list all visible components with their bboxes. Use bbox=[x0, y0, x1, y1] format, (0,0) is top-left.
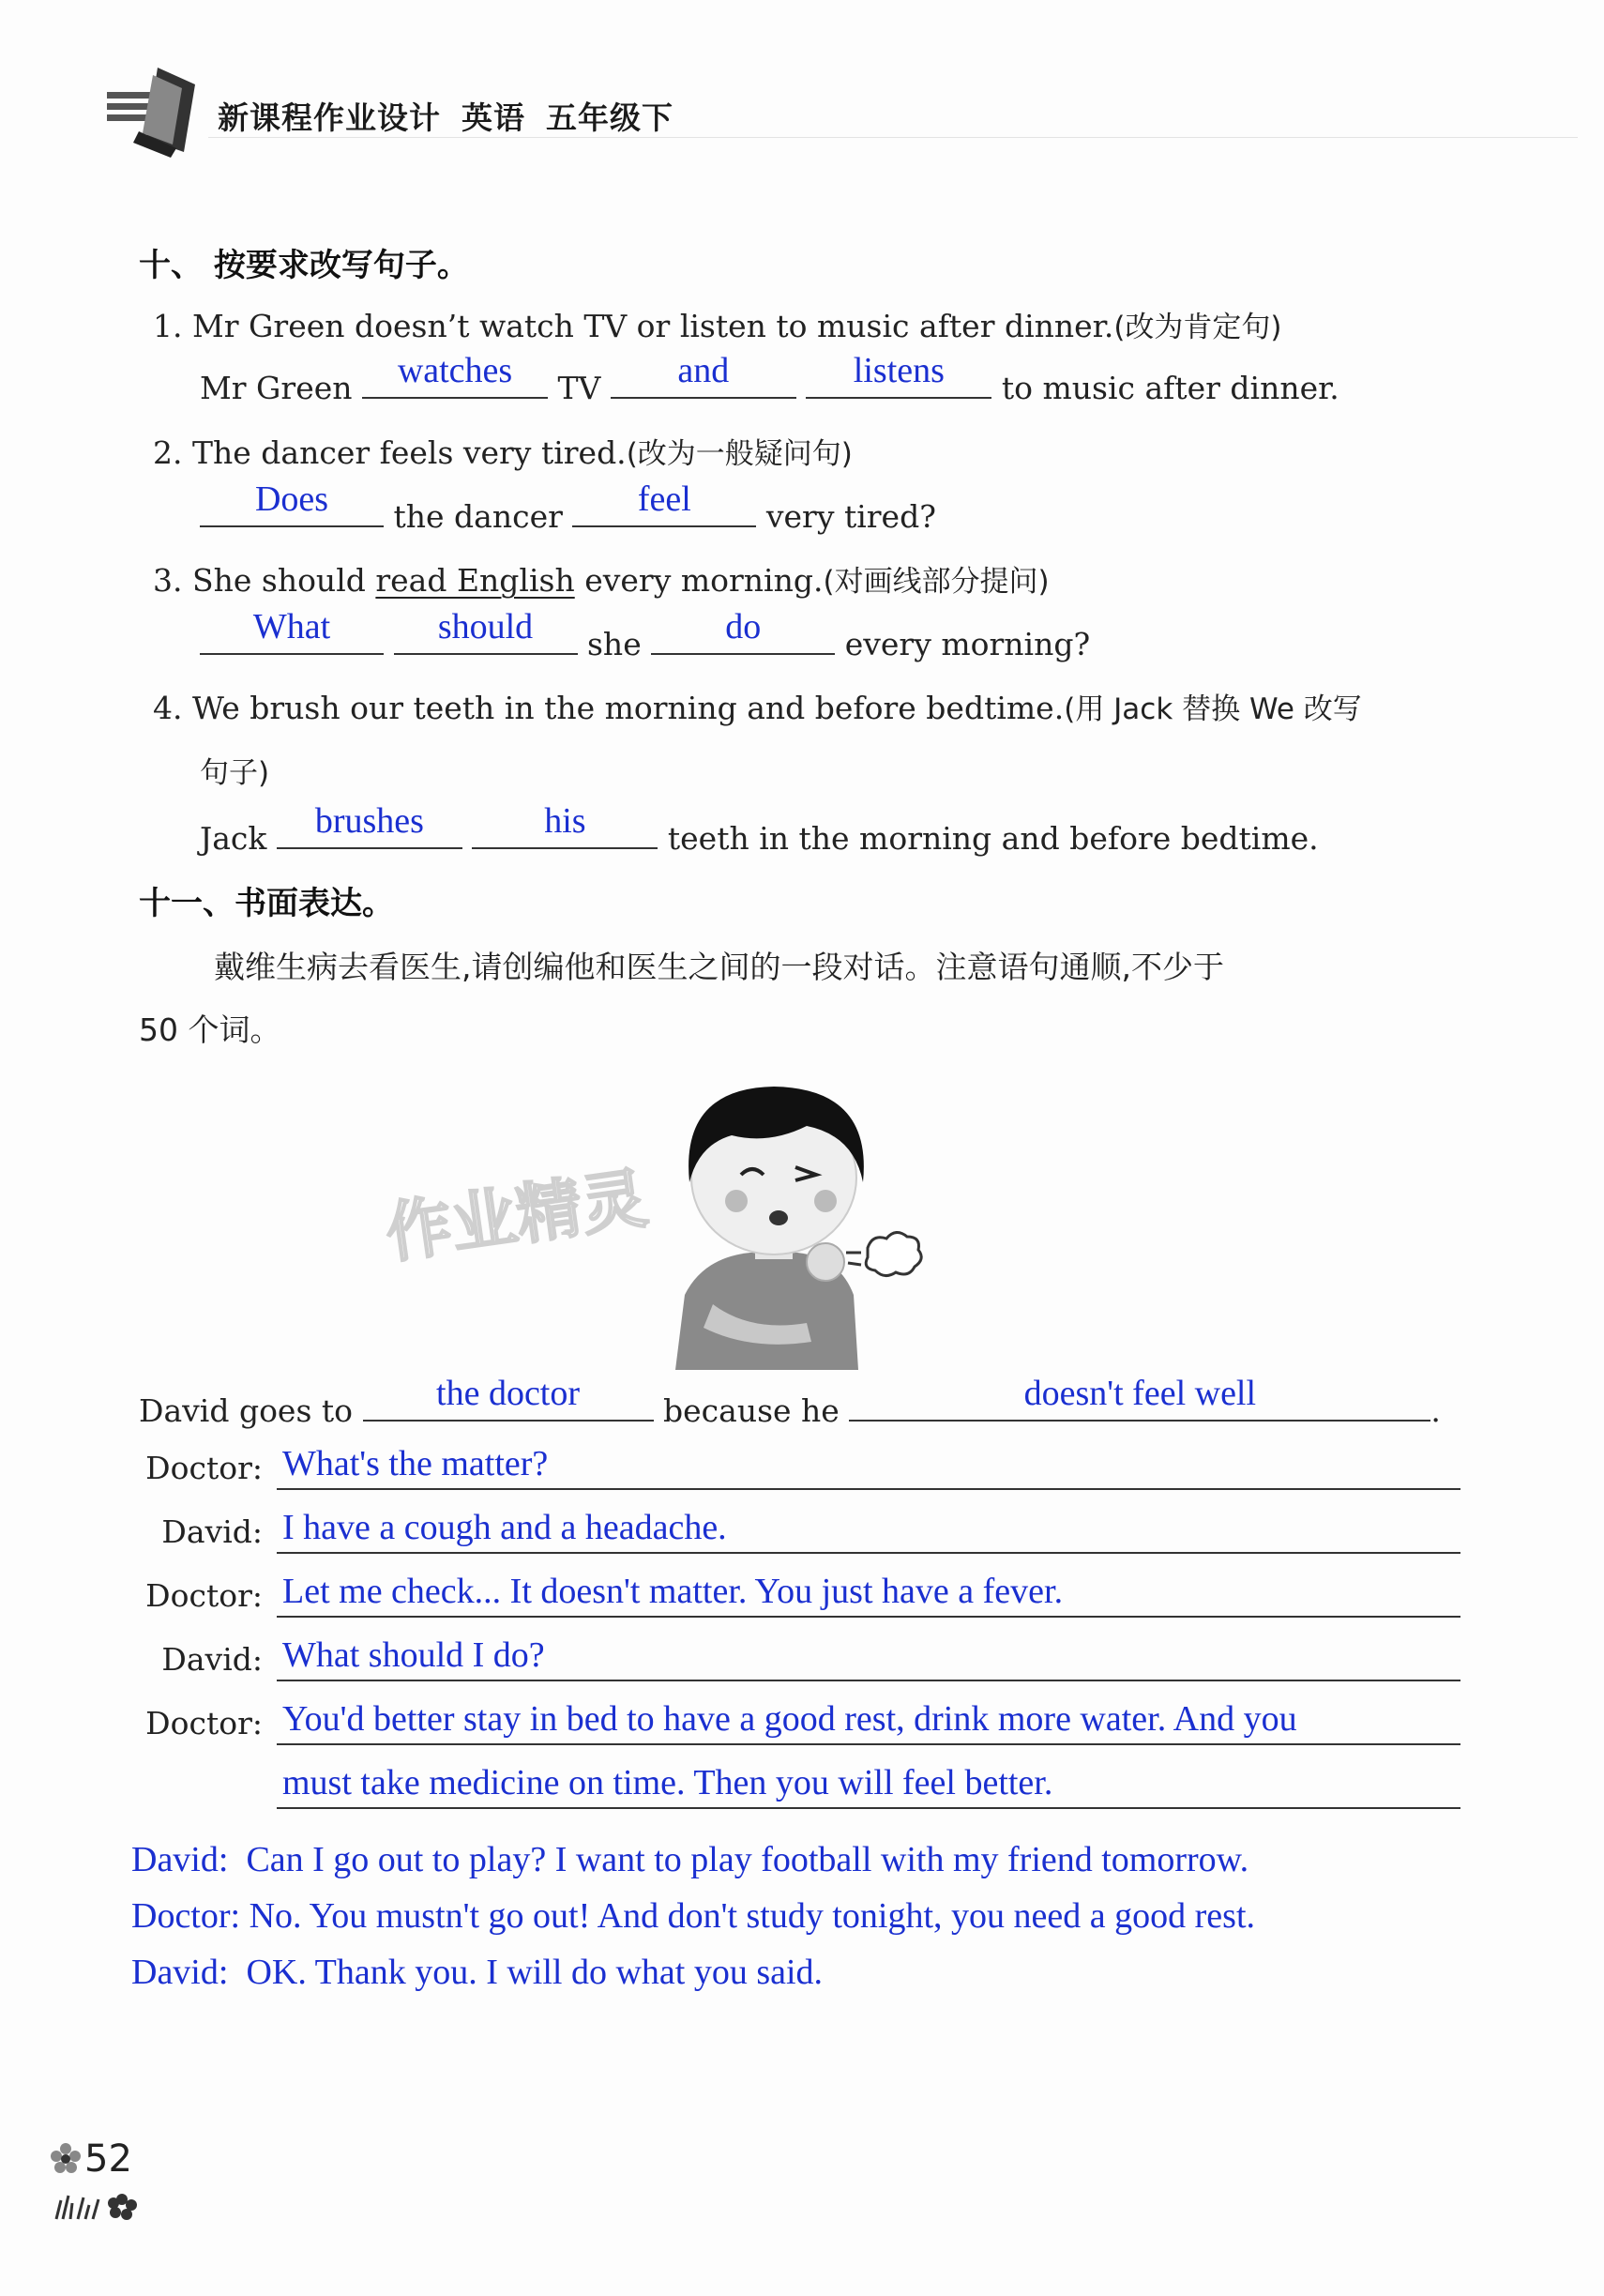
dialogue-line[interactable] bbox=[277, 1764, 1460, 1809]
text: David goes to bbox=[139, 1392, 354, 1429]
question-4-instruction-cont: 句子) bbox=[200, 756, 270, 790]
text: Mr Green bbox=[200, 370, 353, 406]
dialogue-line[interactable] bbox=[277, 1509, 1460, 1554]
writing-intro bbox=[139, 1374, 1441, 1429]
blank-1[interactable] bbox=[362, 351, 548, 399]
speaker-label: Doctor: bbox=[131, 1896, 241, 1936]
question-1 bbox=[153, 303, 1282, 345]
blank-reason-place[interactable] bbox=[363, 1374, 654, 1422]
grade: 五年级下 bbox=[546, 99, 673, 136]
extra-dialogue-line bbox=[131, 1895, 1255, 1937]
question-number: 2. bbox=[153, 434, 183, 471]
handwritten-answer: watches bbox=[397, 351, 513, 390]
instruction: (改为肯定句) bbox=[1113, 311, 1282, 344]
speaker-label: Doctor: bbox=[145, 1577, 263, 1614]
answer-line-3 bbox=[200, 607, 1091, 662]
instruction: (对画线部分提问) bbox=[823, 565, 1050, 599]
speaker-label: David: bbox=[131, 1840, 229, 1879]
dialogue-line[interactable] bbox=[277, 1573, 1460, 1618]
speaker-label: Doctor: bbox=[145, 1450, 263, 1486]
blank-2[interactable] bbox=[611, 351, 796, 399]
flower-icon bbox=[49, 2141, 83, 2175]
answer-line-2 bbox=[200, 479, 936, 535]
handwritten-answer: his bbox=[544, 801, 586, 841]
writing-prompt-line-1: 戴维生病去看医生,请创编他和医生之间的一段对话。注意语句通顺,不少于 bbox=[214, 949, 1224, 985]
blank-2[interactable] bbox=[472, 801, 658, 849]
blank-2[interactable] bbox=[572, 479, 756, 527]
question-number: 4. bbox=[153, 690, 183, 726]
blank-1[interactable] bbox=[277, 801, 462, 849]
blank-2[interactable] bbox=[394, 607, 578, 655]
speaker-label: Doctor: bbox=[145, 1705, 263, 1741]
blank-1[interactable] bbox=[200, 479, 384, 527]
answer-line-4 bbox=[200, 801, 1319, 857]
handwritten-answer: I have a cough and a headache. bbox=[282, 1508, 727, 1547]
section-10-heading: 十、 按要求改写句子。 bbox=[139, 247, 469, 284]
handwritten-answer: Does bbox=[254, 479, 329, 519]
blank-3[interactable] bbox=[806, 351, 991, 399]
question-3 bbox=[153, 557, 1050, 600]
sick-boy-illustration bbox=[647, 1070, 947, 1370]
section-11-heading: 十一、书面表达。 bbox=[139, 885, 394, 922]
question-number: 1. bbox=[153, 308, 183, 344]
dialogue-text: OK. Thank you. I will do what you said. bbox=[246, 1953, 824, 1992]
handwritten-answer: What's the matter? bbox=[282, 1444, 549, 1483]
dialogue-text: Can I go out to play? I want to play football with my friend tomorrow. bbox=[246, 1840, 1249, 1879]
book-stack-icon bbox=[101, 58, 204, 161]
book-series: 新课程作业设计 bbox=[218, 99, 441, 136]
text: very tired? bbox=[765, 498, 936, 535]
handwritten-answer: must take medicine on time. Then you will feel better. bbox=[282, 1763, 1053, 1802]
header-logo bbox=[101, 58, 204, 161]
answer-line-1 bbox=[200, 351, 1339, 406]
question-number: 3. bbox=[153, 562, 183, 599]
speaker-label: David: bbox=[131, 1953, 229, 1992]
handwritten-answer: What bbox=[252, 607, 331, 646]
extra-dialogue-line bbox=[131, 1839, 1248, 1880]
dialogue-line[interactable] bbox=[277, 1700, 1460, 1745]
subject: 英语 bbox=[462, 99, 525, 136]
grass-decoration-icon bbox=[52, 2186, 145, 2228]
question-text: The dancer feels very tired. bbox=[192, 434, 627, 471]
blank-1[interactable] bbox=[200, 607, 384, 655]
handwritten-answer: listens bbox=[853, 351, 945, 390]
handwritten-answer: the doctor bbox=[436, 1374, 581, 1413]
coughing-boy-icon bbox=[647, 1070, 947, 1370]
text: Jack bbox=[200, 820, 267, 857]
instruction: (用 Jack 替换 We 改写 bbox=[1064, 692, 1362, 726]
page-number: 52 bbox=[84, 2137, 132, 2181]
text: . bbox=[1430, 1392, 1441, 1429]
blank-reason[interactable] bbox=[849, 1374, 1430, 1422]
writing-prompt-line-2: 50 个词。 bbox=[139, 1011, 281, 1048]
question-text: We brush our teeth in the morning and before bedtime. bbox=[192, 690, 1065, 726]
dialogue-line[interactable] bbox=[277, 1445, 1460, 1490]
question-4 bbox=[153, 685, 1362, 727]
watermark: 作业精灵 bbox=[381, 1159, 653, 1273]
handwritten-answer: Let me check... It doesn't matter. You just have a fever. bbox=[282, 1572, 1064, 1611]
question-2 bbox=[153, 430, 853, 472]
handwritten-answer: What should I do? bbox=[282, 1635, 545, 1675]
question-text: every morning. bbox=[584, 562, 824, 599]
dialogue-line[interactable] bbox=[277, 1636, 1460, 1681]
handwritten-answer: You'd better stay in bed to have a good rest, drink more water. And you bbox=[282, 1699, 1297, 1739]
underlined-part: read English bbox=[375, 562, 575, 599]
question-text: She should bbox=[192, 562, 366, 599]
text: because he bbox=[663, 1392, 840, 1429]
speaker-label: David: bbox=[161, 1513, 263, 1550]
question-text: Mr Green doesn’t watch TV or listen to music after dinner. bbox=[192, 308, 1114, 344]
text: to music after dinner. bbox=[1001, 370, 1339, 406]
text: every morning? bbox=[844, 626, 1091, 662]
dialogue-text: No. You mustn't go out! And don't study tonight, you need a good rest. bbox=[249, 1896, 1256, 1936]
grass-icon bbox=[52, 2186, 145, 2224]
blank-3[interactable] bbox=[651, 607, 835, 655]
text: the dancer bbox=[393, 498, 563, 535]
handwritten-answer: brushes bbox=[314, 801, 424, 841]
text: TV bbox=[557, 370, 601, 406]
flower-icon bbox=[49, 2141, 83, 2179]
text: teeth in the morning and before bedtime. bbox=[667, 820, 1319, 857]
page-header-title bbox=[218, 94, 694, 138]
instruction: (改为一般疑问句) bbox=[626, 437, 853, 471]
handwritten-answer: doesn't feel well bbox=[1023, 1374, 1257, 1413]
handwritten-answer: do bbox=[725, 607, 762, 646]
handwritten-answer: and bbox=[677, 351, 730, 390]
handwritten-answer: should bbox=[437, 607, 534, 646]
handwritten-answer: feel bbox=[637, 479, 691, 519]
extra-dialogue-line bbox=[131, 1952, 823, 1993]
text: she bbox=[587, 626, 642, 662]
speaker-label: David: bbox=[161, 1641, 263, 1678]
